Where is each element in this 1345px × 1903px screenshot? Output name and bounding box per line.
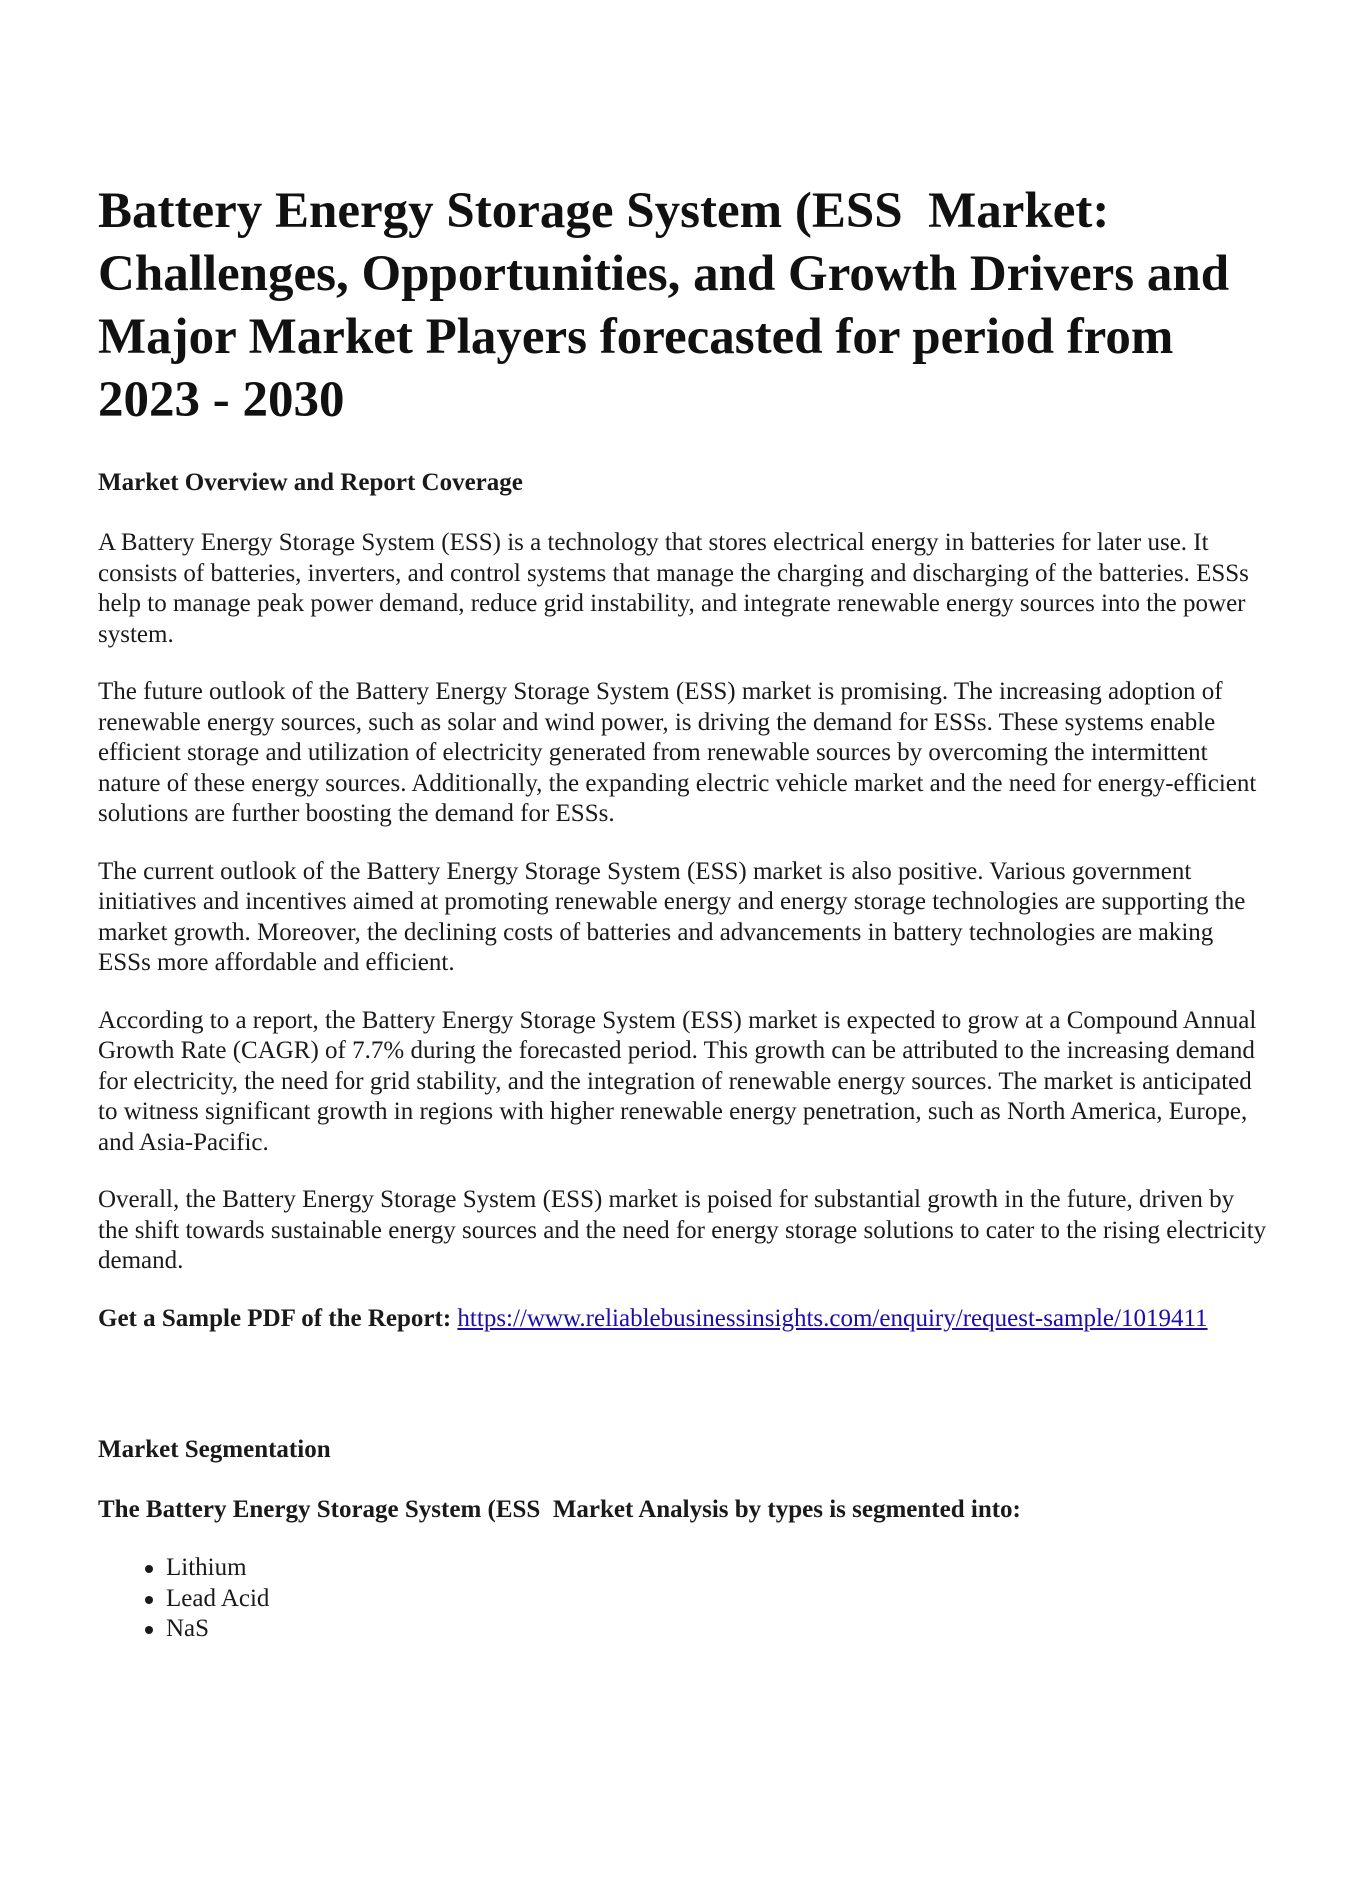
bullet-icon <box>145 1626 153 1634</box>
list-item-label: NaS <box>166 1615 210 1642</box>
list-item <box>166 1584 1268 1615</box>
bullet-icon <box>145 1565 153 1573</box>
types-heading: The Battery Energy Storage System (ESS Market Analysis by types is segmented into: <box>98 1496 1021 1523</box>
document-page <box>98 180 1268 1645</box>
list-item <box>166 1614 1268 1645</box>
sample-pdf-label: Get a Sample PDF of the Report: <box>98 1304 452 1332</box>
list-item-label: Lead Acid <box>166 1584 270 1612</box>
paragraph-cagr: According to a report, the Battery Energy Storage System (ESS) market is expected to grow at a Compound Annual Growth Rate (CAGR) of 7.7% during the forecasted period. This growth can be attributed to the increasing demand for electricity, the need for grid stability, and the integration of renewable energy sources. The market is anticipated to witness significant growth in regions with higher renewable energy penetration, such as North America, Europe, and Asia-Pacific. <box>98 1006 1257 1156</box>
overview-heading: Market Overview and Report Coverage <box>98 469 523 496</box>
paragraph-current-outlook: The current outlook of the Battery Energy Storage System (ESS) market is also positive. Various government initiatives and incentives aimed at promoting renewable energy and energy storage technologies are supporting the market growth. Moreover, the declining costs of batteries and advancements in battery technologies are making ESSs more affordable and efficient. <box>98 857 1246 976</box>
list-item <box>166 1553 1268 1584</box>
paragraph-future-outlook: The future outlook of the Battery Energy Storage System (ESS) market is promising. The increasing adoption of renewable energy sources, such as solar and wind power, is driving the demand for ESSs. These systems enable efficient storage and utilization of electricity generated from renewable sources by overcoming the intermittent nature of these energy sources. Additionally, the expanding electric vehicle market and the need for energy-efficient solutions are further boosting the demand for ESSs. <box>98 678 1257 827</box>
segmentation-heading: Market Segmentation <box>98 1436 331 1463</box>
types-list <box>98 1553 1268 1645</box>
sample-pdf-link[interactable]: https://www.reliablebusinessinsights.com/enquiry/request-sample/1019411 <box>457 1304 1208 1332</box>
paragraph-definition: A Battery Energy Storage System (ESS) is a technology that stores electrical energy in batteries for later use. It consists of batteries, inverters, and control systems that manage the charging and discharging of the batteries. ESSs help to manage peak power demand, reduce grid instability, and integrate renewable energy sources into the power system. <box>98 529 1249 648</box>
document-title: Battery Energy Storage System (ESS Market: Challenges, Opportunities, and Growth Drivers and Major Market Players forecasted for period from 2023 - 2030 <box>98 183 1242 428</box>
paragraph-overall: Overall, the Battery Energy Storage System (ESS) market is poised for substantial growth in the future, driven by the shift towards sustainable energy sources and the need for energy storage solutions to cater to the rising electricity demand. <box>98 1186 1267 1274</box>
bullet-icon <box>145 1596 153 1604</box>
sample-pdf-line <box>98 1304 1268 1335</box>
list-item-label: Lithium <box>166 1554 247 1581</box>
